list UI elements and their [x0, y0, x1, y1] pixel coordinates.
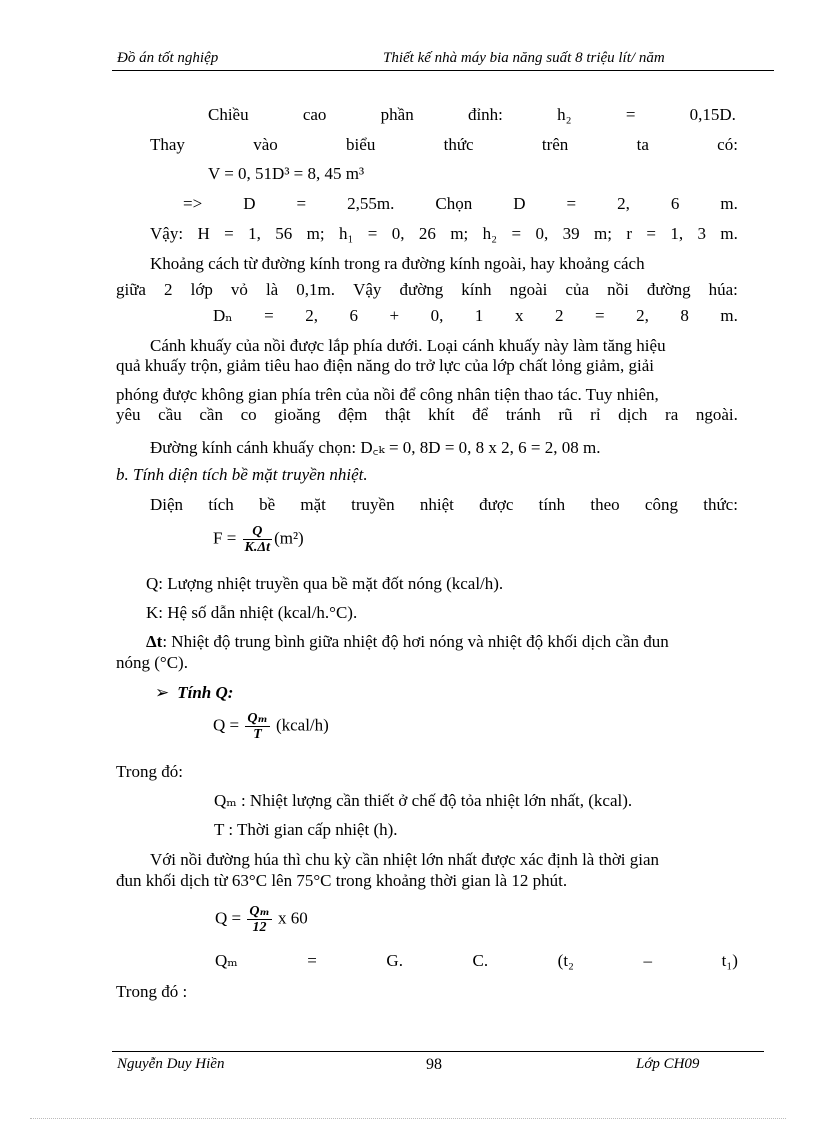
line-29	[215, 951, 738, 971]
word: tích	[208, 495, 234, 514]
line-26: Với nồi đường húa thì chu kỳ cần nhiệt lớn nhất được xác định là thời gian	[150, 850, 660, 869]
word: yêu	[116, 405, 141, 424]
word: rũ	[558, 405, 573, 424]
word: h₁	[338, 224, 354, 243]
word: Dₙ	[213, 306, 233, 325]
word: Diện	[150, 495, 184, 514]
line-11: phóng được không gian phía trên của nồi để công nhân tiện thao tác. Tuy nhiên,	[116, 385, 659, 404]
word: phần	[380, 105, 414, 124]
word: đường	[399, 280, 444, 299]
line-17: Q: Lượng nhiệt truyền qua bề mặt đốt nóng (kcal/h).	[146, 574, 504, 593]
word: 2	[164, 280, 173, 299]
line-19: Δt: Nhiệt độ trung bình giữa nhiệt độ hơi nóng và nhiệt độ khối dịch cần đun	[146, 632, 669, 651]
line-23: Trong đó:	[116, 762, 183, 781]
word: ngoài.	[695, 405, 738, 424]
word: 2	[554, 306, 564, 325]
line-1	[208, 105, 736, 125]
word: 0,	[430, 306, 444, 325]
line-27: đun khối dịch từ 63°C lên 75°C trong khoảng thời gian là 12 phút.	[116, 871, 568, 890]
line-10: quả khuấy trộn, giảm tiêu hao điện năng do trở lực của lớp chất lỏng giảm, giải	[116, 356, 654, 375]
line-15	[150, 495, 738, 515]
word: 39	[562, 224, 580, 243]
word: Chọn	[435, 194, 473, 213]
word: co	[240, 405, 257, 424]
line-2	[150, 135, 738, 155]
word: bề	[259, 495, 276, 514]
word: =	[296, 194, 307, 213]
word: =	[224, 224, 234, 243]
word: Chiều	[208, 105, 249, 124]
word: 8	[680, 306, 689, 325]
word: 1,	[670, 224, 684, 243]
word: 3	[697, 224, 707, 243]
line-25: T : Thời gian cấp nhiệt (h).	[214, 820, 398, 839]
word: 2,	[636, 306, 649, 325]
line-14-heading: b. Tính diện tích bề mặt truyền nhiệt.	[116, 465, 368, 484]
formula-Q: Q = $\frac{\text{Qₘ}}{T}$ (kcal/h)	[213, 711, 329, 742]
footer-class: Lớp CH09	[636, 1056, 700, 1072]
word: =	[367, 224, 378, 243]
word: +	[389, 306, 400, 325]
arrow-bullet-icon: ➢	[155, 683, 170, 702]
word: =	[646, 224, 656, 243]
footer-rule	[112, 1051, 764, 1052]
footer-author: Nguyễn Duy Hiền	[117, 1056, 225, 1072]
line-30: Trong đó :	[116, 982, 188, 1001]
page-edge	[30, 1118, 786, 1119]
word: h₂	[482, 224, 498, 243]
word: của	[565, 280, 589, 299]
word: 1	[474, 306, 484, 325]
header-rule	[112, 70, 774, 71]
delta-t-symbol: Δt	[146, 632, 163, 651]
word: ngoài	[509, 280, 548, 299]
word: nồi	[607, 280, 629, 299]
word: thật	[385, 405, 411, 424]
line-18: K: Hệ số dẫn nhiệt (kcal/h.°C).	[146, 603, 358, 622]
word: D	[513, 194, 526, 213]
word: là	[265, 280, 279, 299]
word: có:	[717, 135, 738, 154]
word: vỏ	[230, 280, 248, 299]
line-20: nóng (°C).	[116, 653, 188, 672]
word: =	[307, 951, 317, 970]
word: cần	[199, 405, 223, 424]
word: Qₘ	[215, 951, 238, 970]
word: biểu	[346, 135, 376, 154]
word: 2,	[617, 194, 630, 213]
word: H	[197, 224, 210, 243]
word: 0,1m.	[296, 280, 336, 299]
word: D	[243, 194, 256, 213]
word: dịch	[618, 405, 648, 424]
word: t₁)	[721, 951, 738, 970]
header-right: Thiết kế nhà máy bia năng suất 8 triệu lít/ năm	[383, 50, 665, 66]
line-4	[183, 194, 738, 214]
word: thức	[443, 135, 474, 154]
word: Vậy:	[150, 224, 184, 243]
word: vào	[253, 135, 278, 154]
line-6: Khoảng cách từ đường kính trong ra đường kính ngoài, hay khoảng cách	[150, 254, 645, 273]
word: Vậy	[353, 280, 382, 299]
word: =>	[183, 194, 203, 213]
word: để	[472, 405, 489, 424]
word: 2,55m.	[347, 194, 395, 213]
footer-page-number: 98	[426, 1056, 442, 1073]
word: cầu	[158, 405, 182, 424]
word: công	[644, 495, 678, 514]
word: 6	[349, 306, 359, 325]
line-13: Đường kính cánh khuấy chọn: D꜀ₖ = 0, 8D = 0, 8 x 2, 6 = 2, 08 m.	[150, 438, 601, 457]
line-5	[150, 224, 738, 244]
word: truyền	[351, 495, 395, 514]
word: 56	[275, 224, 293, 243]
word: (t₂	[557, 951, 574, 970]
word: m.	[720, 306, 738, 325]
word: =	[625, 105, 636, 124]
word: trên	[541, 135, 569, 154]
word: 0,15D.	[689, 105, 736, 124]
line-7	[116, 280, 738, 300]
word: đệm	[338, 405, 368, 424]
word: G.	[386, 951, 403, 970]
word: 1,	[248, 224, 261, 243]
word: nhiệt	[419, 495, 454, 514]
word: ta	[636, 135, 649, 154]
word: =	[566, 194, 577, 213]
line-8	[213, 306, 738, 326]
word: tránh	[505, 405, 541, 424]
word: giữa	[116, 280, 146, 299]
word: C.	[472, 951, 489, 970]
word: tính	[538, 495, 566, 514]
word: m.	[720, 224, 738, 243]
word: 0,	[535, 224, 549, 243]
word: mặt	[300, 495, 326, 514]
word: x	[514, 306, 524, 325]
word: h₂	[557, 105, 572, 124]
word: lớp	[190, 280, 213, 299]
line-24: Qₘ : Nhiệt lượng cần thiết ở chế độ tỏa nhiệt lớn nhất, (kcal).	[214, 791, 633, 810]
word: m.	[720, 194, 738, 213]
word: m;	[594, 224, 612, 243]
header-left: Đồ án tốt nghiệp	[117, 50, 219, 66]
word: =	[511, 224, 522, 243]
word: r	[626, 224, 633, 243]
word: 0,	[391, 224, 405, 243]
word: m;	[450, 224, 469, 243]
word: rỉ	[590, 405, 601, 424]
line-12	[116, 405, 738, 425]
formula-F: F = $\frac{Q}{K.\Delta t}$ (m²)	[213, 524, 304, 555]
word: 6	[670, 194, 680, 213]
word: ra	[665, 405, 679, 424]
line-9: Cánh khuấy của nồi được lắp phía dưới. Loại cánh khuấy này làm tăng hiệu	[150, 336, 666, 355]
formula-Q-12: Q = $\frac{\text{Qₘ}}{12}$ x 60	[215, 904, 308, 935]
word: húa:	[708, 280, 738, 299]
word: –	[643, 951, 653, 970]
word: Thay	[150, 135, 185, 154]
word: gioăng	[274, 405, 321, 424]
word: =	[264, 306, 274, 325]
word: 2,	[305, 306, 319, 325]
subheading-tinh-q: ➢ Tính Q:	[155, 683, 234, 702]
word: theo	[590, 495, 620, 514]
word: 26	[418, 224, 436, 243]
word: =	[594, 306, 605, 325]
word: đường	[646, 280, 691, 299]
word: đỉnh:	[467, 105, 503, 124]
word: được	[479, 495, 514, 514]
word: thức:	[703, 495, 738, 514]
line-3: V = 0, 51D³ = 8, 45 m³	[208, 164, 365, 183]
word: khít	[428, 405, 455, 424]
word: kính	[461, 280, 492, 299]
word: cao	[302, 105, 327, 124]
word: m;	[306, 224, 325, 243]
